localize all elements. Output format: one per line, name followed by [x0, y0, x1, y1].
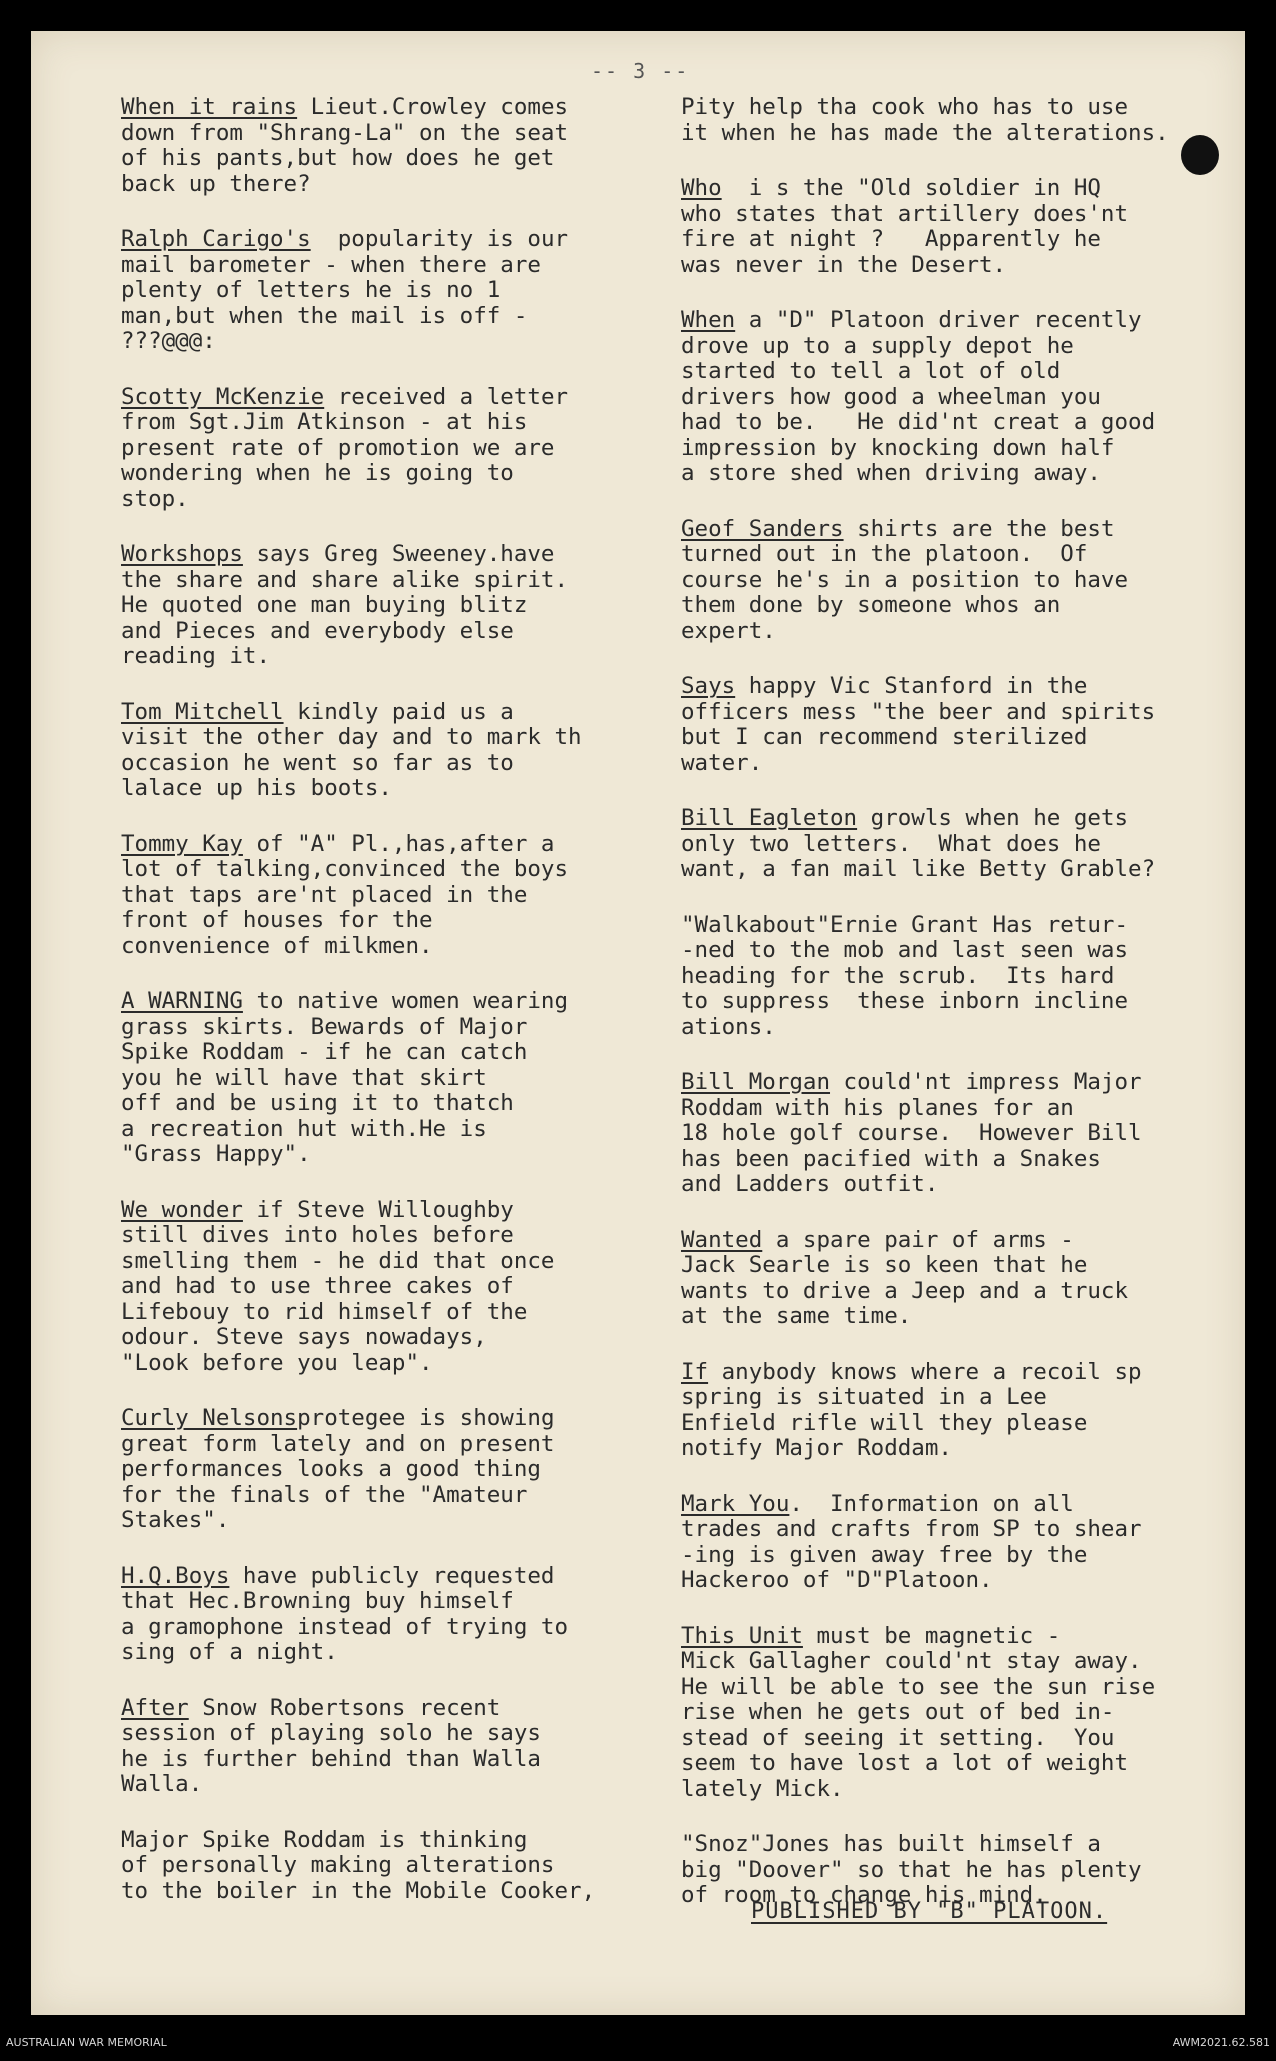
item-lead: A WARNING	[121, 988, 243, 1014]
item-3	[121, 542, 661, 670]
item-text: received a letter from Sgt.Jim Atkinson - at his present rate of promotion we are wondering when he is going to stop.	[121, 383, 569, 512]
item-lead: H.Q.Boys	[121, 1562, 230, 1589]
item-text: Major Spike Roddam is thinking of personally making alterations to the boiler in the Mobile Cooker,	[121, 1826, 596, 1904]
item-lead: Mark You	[681, 1490, 790, 1517]
left-column	[121, 95, 661, 1934]
item-text: if Steve Willoughby still dives into holes before smelling them - he did that once and had to use three cakes of Lifebouy to rid himself of the odour. Steve says nowadays, "Look before you leap".	[121, 1196, 555, 1376]
item-lead: We wonder	[121, 1196, 243, 1223]
item-11	[121, 1828, 661, 1905]
item-12	[681, 1832, 1221, 1909]
item-lead: When	[681, 307, 736, 333]
item-lead: Bill Morgan	[681, 1069, 831, 1095]
item-text: must be magnetic - Mick Gallagher could'nt stay away. He will be able to see the sun rise rise when he gets out of bed in- stead of seeing it setting. You seem to have lost a lot of weight lately Mick.	[681, 1622, 1156, 1802]
item-3	[681, 517, 1221, 645]
item-11	[681, 1624, 1221, 1803]
item-lead: Who	[681, 175, 722, 201]
item-9	[681, 1360, 1221, 1462]
item-1	[121, 227, 661, 355]
item-2	[121, 385, 661, 513]
item-8	[681, 1228, 1221, 1330]
item-4	[121, 700, 661, 802]
item-lead: Ralph Carigo's	[121, 226, 311, 252]
item-lead: Bill Eagleton	[681, 805, 858, 831]
item-lead: Workshops	[121, 541, 243, 567]
document-page	[31, 31, 1245, 2015]
item-text: popularity is our mail barometer - when there are plenty of letters he is no 1 man,but when the mail is off - ???@@@:	[121, 226, 569, 354]
item-text: could'nt impress Major Roddam with his planes for an 18 hole golf course. However Bill has been pacified with a Snakes and Ladders outfit.	[681, 1069, 1142, 1197]
item-text: to native women wearing grass skirts. Bewards of Major Spike Roddam - if he can catch you he will have that skirt off and be using it to thatch a recreation hut with.He is "Grass Happy".	[121, 988, 569, 1167]
item-lead: Tommy Kay	[121, 830, 243, 857]
item-text: "Snoz"Jones has built himself a big "Doover" so that he has plenty of room to change his mind.	[681, 1831, 1142, 1908]
item-1	[681, 176, 1221, 278]
item-10	[681, 1492, 1221, 1594]
footer-accession-number: AWM2021.62.581	[1172, 2036, 1270, 2049]
item-text: growls when he gets only two letters. What does he want, a fan mail like Betty Grable?	[681, 805, 1156, 882]
footer-credit: AUSTRALIAN WAR MEMORIAL	[6, 2036, 167, 2049]
item-lead: After	[121, 1694, 189, 1721]
item-0	[121, 95, 661, 197]
item-5	[681, 806, 1221, 883]
item-lead: This Unit	[681, 1622, 803, 1649]
item-text: . Information on all trades and crafts from SP to shear -ing is given away free by the Hackeroo of "D"Platoon.	[681, 1490, 1142, 1593]
item-text: of "A" Pl.,has,after a lot of talking,convinced the boys that taps are'nt placed in the front of houses for the convenience of milkmen.	[121, 830, 569, 959]
item-text: happy Vic Stanford in the officers mess "the beer and spirits but I can recommend sterilized water.	[681, 673, 1156, 776]
item-lead: Curly Nelsons	[121, 1405, 298, 1431]
published-by-line: PUBLISHED BY "B" PLATOON.	[751, 1899, 1108, 1924]
item-7	[121, 1198, 661, 1377]
item-text: a "D" Platoon driver recently drove up to a supply depot he started to tell a lot of old drivers how good a wheelman you had to be. He did'nt creat a good impression by knocking down half a store shed when driving away.	[681, 307, 1156, 486]
item-text: protegee is showing great form lately and on present performances looks a good thing for the finals of the "Amateur Stakes".	[121, 1405, 555, 1533]
item-text: a spare pair of arms - Jack Searle is so keen that he wants to drive a Jeep and a truck at the same time.	[681, 1226, 1129, 1329]
item-text: Snow Robertsons recent session of playing solo he says he is further behind than Walla Walla.	[121, 1694, 541, 1797]
item-text: kindly paid us a visit the other day and to mark th occasion he went so far as to lalace up his boots.	[121, 698, 582, 801]
item-lead: Says	[681, 673, 736, 699]
item-text: shirts are the best turned out in the platoon. Of course he's in a position to have them done by someone whos an expert.	[681, 515, 1129, 644]
item-text: Pity help tha cook who has to use it when he has made the alterations.	[681, 94, 1169, 146]
item-0	[681, 95, 1221, 146]
item-text: says Greg Sweeney.have the share and share alike spirit. He quoted one man buying blitz and Pieces and everybody else reading it.	[121, 541, 569, 669]
item-text: Lieut.Crowley comes down from "Shrang-La" on the seat of his pants,but how does he get back up there?	[121, 94, 569, 197]
item-text: "Walkabout"Ernie Grant Has retur- -ned to the mob and last seen was heading for the scrub. Its hard to suppress these inborn incline ations.	[681, 911, 1129, 1040]
item-7	[681, 1070, 1221, 1198]
right-column	[681, 95, 1221, 1939]
item-4	[681, 674, 1221, 776]
item-lead: If	[681, 1358, 709, 1385]
item-5	[121, 832, 661, 960]
item-text: i s the "Old soldier in HQ who states that artillery does'nt fire at night ? Apparently he was never in the Desert.	[681, 175, 1129, 278]
item-2	[681, 308, 1221, 487]
item-lead: Tom Mitchell	[121, 698, 284, 725]
item-lead: Scotty McKenzie	[121, 383, 325, 410]
item-9	[121, 1564, 661, 1666]
item-6	[121, 989, 661, 1168]
item-8	[121, 1406, 661, 1534]
item-6	[681, 913, 1221, 1041]
item-lead: Wanted	[681, 1226, 763, 1253]
page-number-mark: -- 3 --	[591, 59, 690, 83]
item-lead: When it rains	[121, 94, 298, 120]
item-text: have publicly requested that Hec.Browning buy himself a gramophone instead of trying to sing of a night.	[121, 1562, 569, 1665]
item-text: anybody knows where a recoil sp spring is situated in a Lee Enfield rifle will they please notify Major Roddam.	[681, 1358, 1142, 1461]
item-lead: Geof Sanders	[681, 515, 844, 542]
item-10	[121, 1696, 661, 1798]
